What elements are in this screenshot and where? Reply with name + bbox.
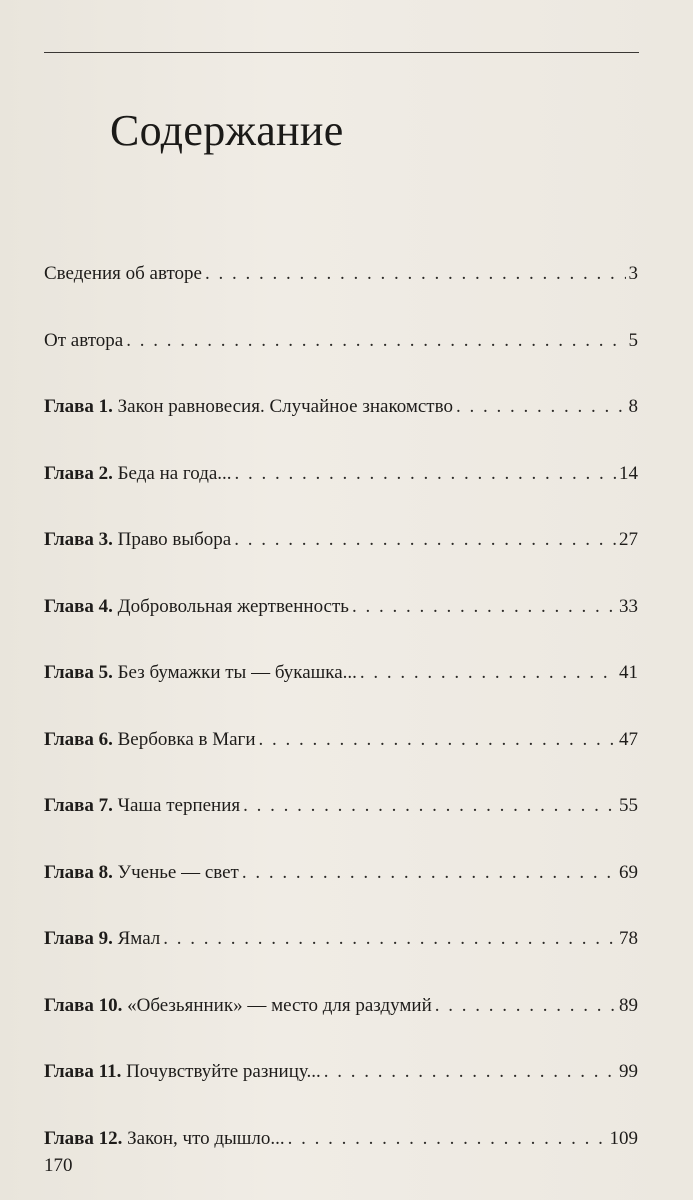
toc-entry: [44, 657, 638, 689]
page-number: 99: [619, 1061, 638, 1082]
toc-entry: [44, 591, 638, 623]
page-number: 109: [609, 1127, 638, 1149]
chapter-title: Право выбора: [117, 529, 232, 550]
toc-entry: [44, 990, 638, 1022]
dot-leader: [242, 857, 616, 889]
toc-entry: [44, 391, 638, 423]
chapter-number: Глава 3.: [44, 529, 118, 550]
chapter-number: Глава 4.: [44, 595, 118, 617]
page-number: 69: [619, 861, 638, 883]
toc-entry: [44, 524, 638, 556]
dot-leader: [456, 391, 626, 423]
page-number: 47: [619, 728, 638, 750]
page-number: 33: [619, 595, 638, 617]
dot-leader: [235, 458, 616, 490]
dot-leader: [324, 1056, 616, 1088]
dot-leader: [259, 724, 616, 756]
toc-entry: [44, 258, 638, 290]
chapter-title: Без бумажки ты — букашка...: [117, 662, 357, 683]
dot-leader: [234, 524, 616, 556]
chapter-title: Закон равновесия. Случайное знакомство: [117, 396, 453, 417]
chapter-number: Глава 11.: [44, 1061, 127, 1082]
page-number: 89: [619, 994, 638, 1016]
chapter-number: Глава 5.: [44, 662, 118, 683]
chapter-title: От автора: [44, 329, 124, 351]
dot-leader: [205, 258, 626, 290]
chapter-title: Ученье — свет: [117, 861, 239, 883]
chapter-title: Почувствуйте разницу...: [126, 1061, 321, 1082]
chapter-title: Закон, что дышло...: [127, 1127, 285, 1149]
dot-leader: [243, 790, 616, 822]
toc-entry: [44, 857, 638, 889]
page-number: 14: [619, 462, 638, 484]
chapter-title: Чаша терпения: [117, 795, 241, 816]
dot-leader: [352, 591, 616, 623]
chapter-number: Глава 12.: [44, 1127, 128, 1149]
chapter-number: Глава 2.: [44, 462, 118, 484]
chapter-number: Глава 10.: [44, 994, 128, 1016]
dot-leader: [126, 325, 625, 357]
chapter-title: Ямал: [117, 928, 161, 949]
chapter-number: Глава 8.: [44, 861, 118, 883]
top-rule: [44, 52, 639, 53]
chapter-number: Глава 1.: [44, 396, 118, 417]
page-number: 55: [619, 795, 638, 816]
page-number: 27: [619, 529, 638, 550]
toc-entry: [44, 724, 638, 756]
chapter-title: «Обезьянник» — место для раздумий: [127, 994, 432, 1016]
page-number: 8: [628, 396, 638, 417]
folio-page-number: 170: [44, 1155, 73, 1176]
toc-entry: [44, 325, 638, 357]
chapter-number: Глава 6.: [44, 728, 118, 750]
dot-leader: [360, 657, 616, 689]
chapter-title: Беда на года...: [117, 462, 232, 484]
toc-entry: [44, 1056, 638, 1088]
dot-leader: [435, 990, 616, 1022]
chapter-title: Вербовка в Маги: [117, 728, 256, 750]
table-of-contents: [44, 258, 638, 1189]
page-title: Содержание: [110, 106, 344, 155]
page-number: 3: [628, 263, 638, 284]
dot-leader: [163, 923, 616, 955]
chapter-number: Глава 7.: [44, 795, 118, 816]
toc-entry: [44, 458, 638, 490]
dot-leader: [288, 1123, 607, 1155]
toc-entry: [44, 923, 638, 955]
chapter-title: Сведения об авторе: [44, 263, 202, 284]
chapter-title: Добровольная жертвенность: [117, 595, 349, 617]
page-number: 78: [619, 928, 638, 949]
toc-entry: [44, 790, 638, 822]
toc-entry: [44, 1123, 638, 1155]
page-number: 41: [619, 662, 638, 683]
page-number: 5: [628, 329, 638, 351]
chapter-number: Глава 9.: [44, 928, 118, 949]
